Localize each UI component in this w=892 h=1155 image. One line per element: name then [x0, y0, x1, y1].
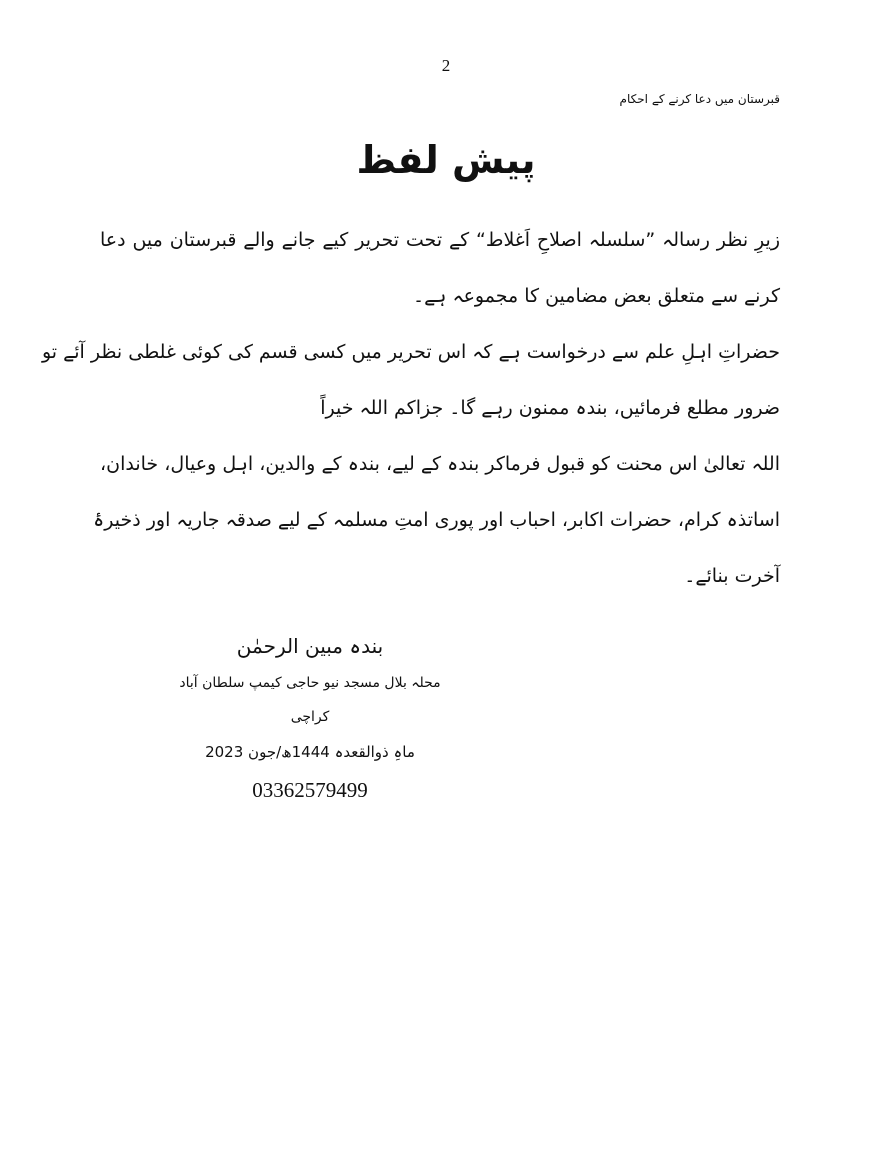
preface-body — [41, 212, 780, 604]
paragraph-line: اللہ تعالیٰ اس محنت کو قبول فرماکر بندہ کے لیے، بندہ کے والدین، اہل وعیال، خاندان، — [100, 453, 780, 475]
paragraph-line: کرنے سے متعلق بعض مضامین کا مجموعہ ہے۔ — [413, 285, 780, 307]
paragraph-line: اساتذہ کرام، حضرات اکابر، احباب اور پوری امتِ مسلمہ کے لیے صدقہ جاریہ اور ذخیرۂ — [93, 509, 780, 531]
paragraph-line: حضراتِ اہلِ علم سے درخواست ہے کہ اس تحریر میں کسی قسم کی کوئی غلطی نظر آئے تو — [41, 341, 780, 363]
author-name: بندہ مبین الرحمٰن — [236, 634, 384, 658]
author-address: محلہ بلال مسجد نیو حاجی کیمپ سلطان آباد کراچی — [179, 675, 441, 725]
running-header: قبرستان میں دعا کرنے کے احکام — [619, 92, 780, 106]
paragraph-1 — [100, 212, 780, 324]
signature-block — [160, 626, 460, 810]
paragraph-3 — [93, 436, 780, 604]
page-title: پیش لفظ — [356, 138, 536, 182]
paragraph-line: ضرور مطلع فرمائیں، بندہ ممنون رہے گا۔ جزاکم اللہ خیراً — [320, 397, 780, 419]
paragraph-2 — [41, 324, 780, 436]
paragraph-line: زیرِ نظر رسالہ ”سلسلہ اصلاحِ اَغلاط“ کے تحت تحریر کیے جانے والے قبرستان میں دعا — [100, 229, 780, 251]
paragraph-line: آخرت بنائے۔ — [684, 565, 780, 587]
page-number: 2 — [441, 56, 451, 75]
document-date: ماہِ ذوالقعدہ 1444ھ/جون 2023 — [205, 743, 415, 761]
phone-number: 03362579499 — [252, 778, 368, 802]
